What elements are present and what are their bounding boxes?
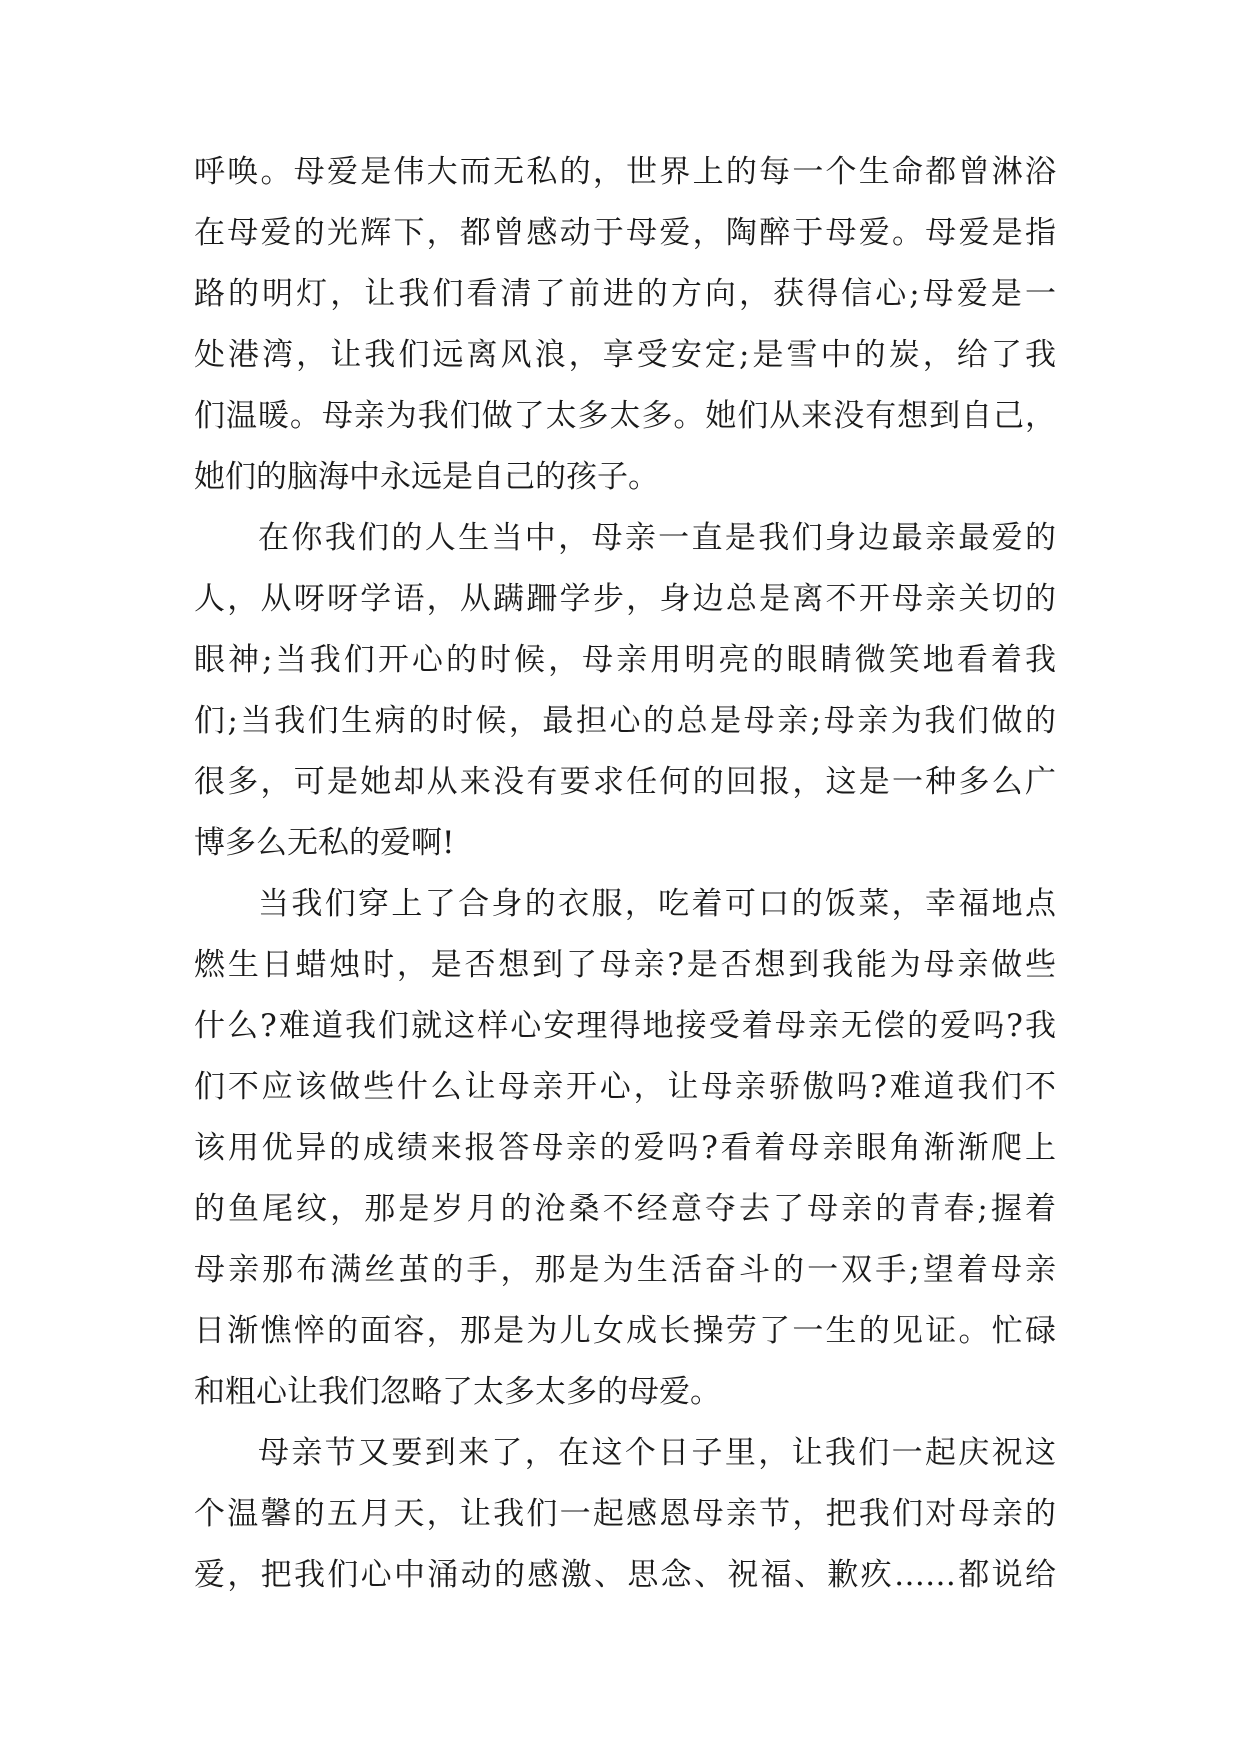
text-line: 当我们穿上了合身的衣服，吃着可口的饭菜，幸福地点 — [258, 886, 1056, 922]
text-line: 在你我们的人生当中，母亲一直是我们身边最亲最爱的 — [258, 520, 1056, 556]
text-line: 博多么无私的爱啊! — [194, 825, 455, 861]
text-line: 人，从呀呀学语，从蹒跚学步，身边总是离不开母亲关切的 — [194, 581, 1056, 617]
text-line: 路的明灯，让我们看清了前进的方向，获得信心;母爱是一 — [194, 276, 1056, 312]
text-line: 什么?难道我们就这样心安理得地接受着母亲无偿的爱吗?我 — [194, 1008, 1056, 1044]
paragraph-1 — [194, 142, 1056, 508]
text-line: 眼神;当我们开心的时候，母亲用明亮的眼睛微笑地看着我 — [194, 642, 1056, 678]
text-line: 爱，把我们心中涌动的感激、思念、祝福、歉疚……都说给 — [194, 1557, 1056, 1593]
text-line: 日渐憔悴的面容，那是为儿女成长操劳了一生的见证。忙碌 — [194, 1313, 1056, 1349]
text-line: 个温馨的五月天，让我们一起感恩母亲节，把我们对母亲的 — [194, 1496, 1056, 1532]
text-line: 燃生日蜡烛时，是否想到了母亲?是否想到我能为母亲做些 — [194, 947, 1056, 983]
text-line: 们不应该做些什么让母亲开心，让母亲骄傲吗?难道我们不 — [194, 1069, 1056, 1105]
text-line: 该用优异的成绩来报答母亲的爱吗?看着母亲眼角渐渐爬上 — [194, 1130, 1056, 1166]
text-line: 们;当我们生病的时候，最担心的总是母亲;母亲为我们做的 — [194, 703, 1056, 739]
text-line: 母亲那布满丝茧的手，那是为生活奋斗的一双手;望着母亲 — [194, 1252, 1056, 1288]
text-line: 呼唤。母爱是伟大而无私的，世界上的每一个生命都曾淋浴 — [194, 154, 1056, 190]
paragraph-2 — [194, 508, 1056, 874]
text-line: 处港湾，让我们远离风浪，享受安定;是雪中的炭，给了我 — [194, 337, 1056, 373]
text-line: 和粗心让我们忽略了太多太多的母爱。 — [194, 1374, 721, 1410]
paragraph-3 — [194, 874, 1056, 1423]
text-line: 很多，可是她却从来没有要求任何的回报，这是一种多么广 — [194, 764, 1056, 800]
text-line: 母亲节又要到来了，在这个日子里，让我们一起庆祝这 — [258, 1435, 1056, 1471]
text-line: 在母爱的光辉下，都曾感动于母爱，陶醉于母爱。母爱是指 — [194, 215, 1056, 251]
text-line: 们温暖。母亲为我们做了太多太多。她们从来没有想到自己， — [194, 398, 1056, 434]
text-line: 她们的脑海中永远是自己的孩子。 — [194, 459, 659, 495]
article-body — [194, 142, 1056, 1606]
text-line: 的鱼尾纹，那是岁月的沧桑不经意夺去了母亲的青春;握着 — [194, 1191, 1056, 1227]
paragraph-4 — [194, 1423, 1056, 1606]
